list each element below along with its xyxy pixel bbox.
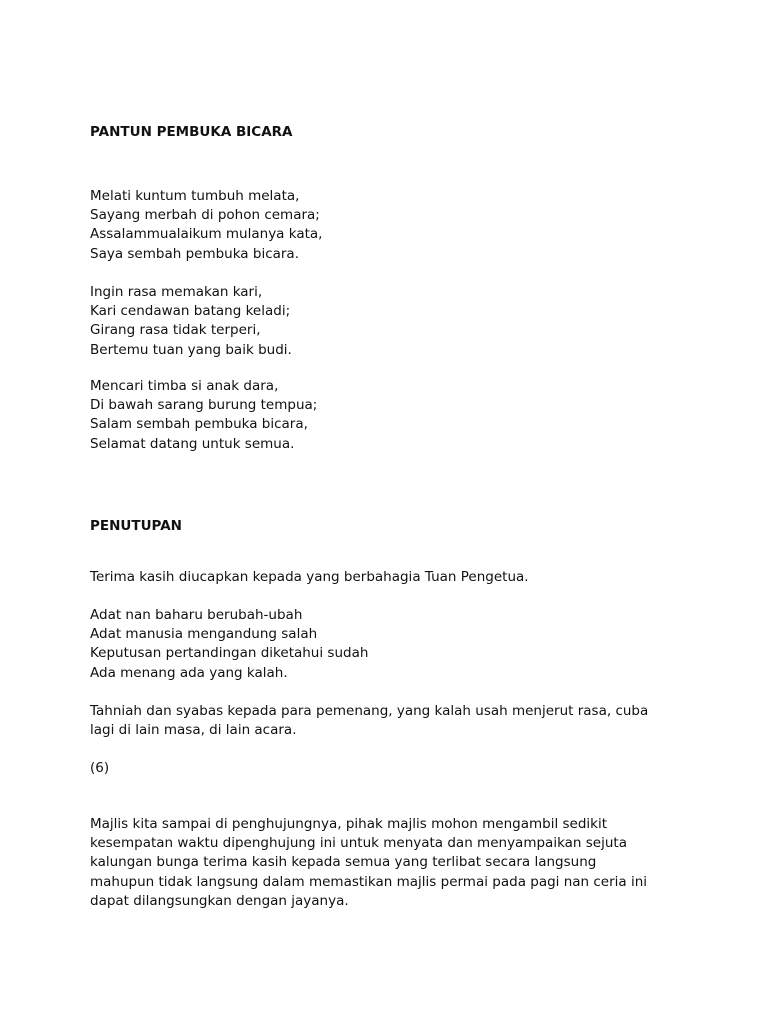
stanza-line: Ingin rasa memakan kari, (90, 284, 263, 300)
stanza-line: Assalammualaikum mulanya kata, (90, 226, 323, 243)
stanza-3 (90, 377, 700, 454)
stanza-line: Girang rasa tidak terperi, (90, 322, 261, 339)
stanza-line: Kari cendawan batang keladi; (90, 303, 291, 320)
thanks-paragraph (90, 568, 700, 587)
marker-text: (6) (90, 760, 110, 776)
stanza-line: Adat nan baharu berubah-ubah (90, 607, 303, 623)
heading-text: PANTUN PEMBUKA BICARA (90, 124, 293, 140)
stanza-line: Saya sembah pembuka bicara. (90, 245, 299, 262)
paragraph-line: kalungan bunga terima kasih kepada semua yang terlibat secara langsung (90, 854, 597, 871)
stanza-line: Di bawah sarang burung tempua; (90, 397, 318, 414)
paragraph-line: dapat dilangsungkan dengan jayanya. (90, 892, 349, 909)
title-penutupan (90, 517, 700, 536)
stanza-line: Sayang merbah di pohon cemara; (90, 207, 320, 224)
stanza-line: Mencari timba si anak dara, (90, 378, 279, 394)
section-marker (90, 759, 700, 778)
title-pantun-pembuka-bicara (90, 123, 700, 142)
stanza-4 (90, 606, 700, 683)
stanza-line: Bertemu tuan yang baik budi. (90, 341, 292, 358)
paragraph-line: Tahniah dan syabas kepada para pemenang, yang kalah usah menjerut rasa, cuba (90, 703, 649, 719)
paragraph-line: kesempatan waktu dipenghujung ini untuk menyata dan menyampaikan sejuta (90, 835, 627, 852)
paragraph-line: Majlis kita sampai di penghujungnya, pihak majlis mohon mengambil sedikit (90, 816, 608, 832)
congrats-paragraph (90, 702, 700, 740)
stanza-line: Ada menang ada yang kalah. (90, 664, 288, 681)
paragraph-line: Terima kasih diucapkan kepada yang berbahagia Tuan Pengetua. (90, 569, 529, 585)
stanza-line: Melati kuntum tumbuh melata, (90, 188, 300, 204)
stanza-1 (90, 187, 700, 264)
paragraph-line: mahupun tidak langsung dalam memastikan majlis permai pada pagi nan ceria ini (90, 873, 648, 890)
stanza-line: Adat manusia mengandung salah (90, 626, 318, 643)
paragraph-line: lagi di lain masa, di lain acara. (90, 722, 297, 739)
heading-text: PENUTUPAN (90, 518, 182, 534)
stanza-line: Keputusan pertandingan diketahui sudah (90, 645, 369, 662)
closing-paragraph (90, 815, 700, 911)
stanza-line: Salam sembah pembuka bicara, (90, 416, 308, 433)
stanza-2 (90, 283, 700, 360)
stanza-line: Selamat datang untuk semua. (90, 435, 295, 452)
